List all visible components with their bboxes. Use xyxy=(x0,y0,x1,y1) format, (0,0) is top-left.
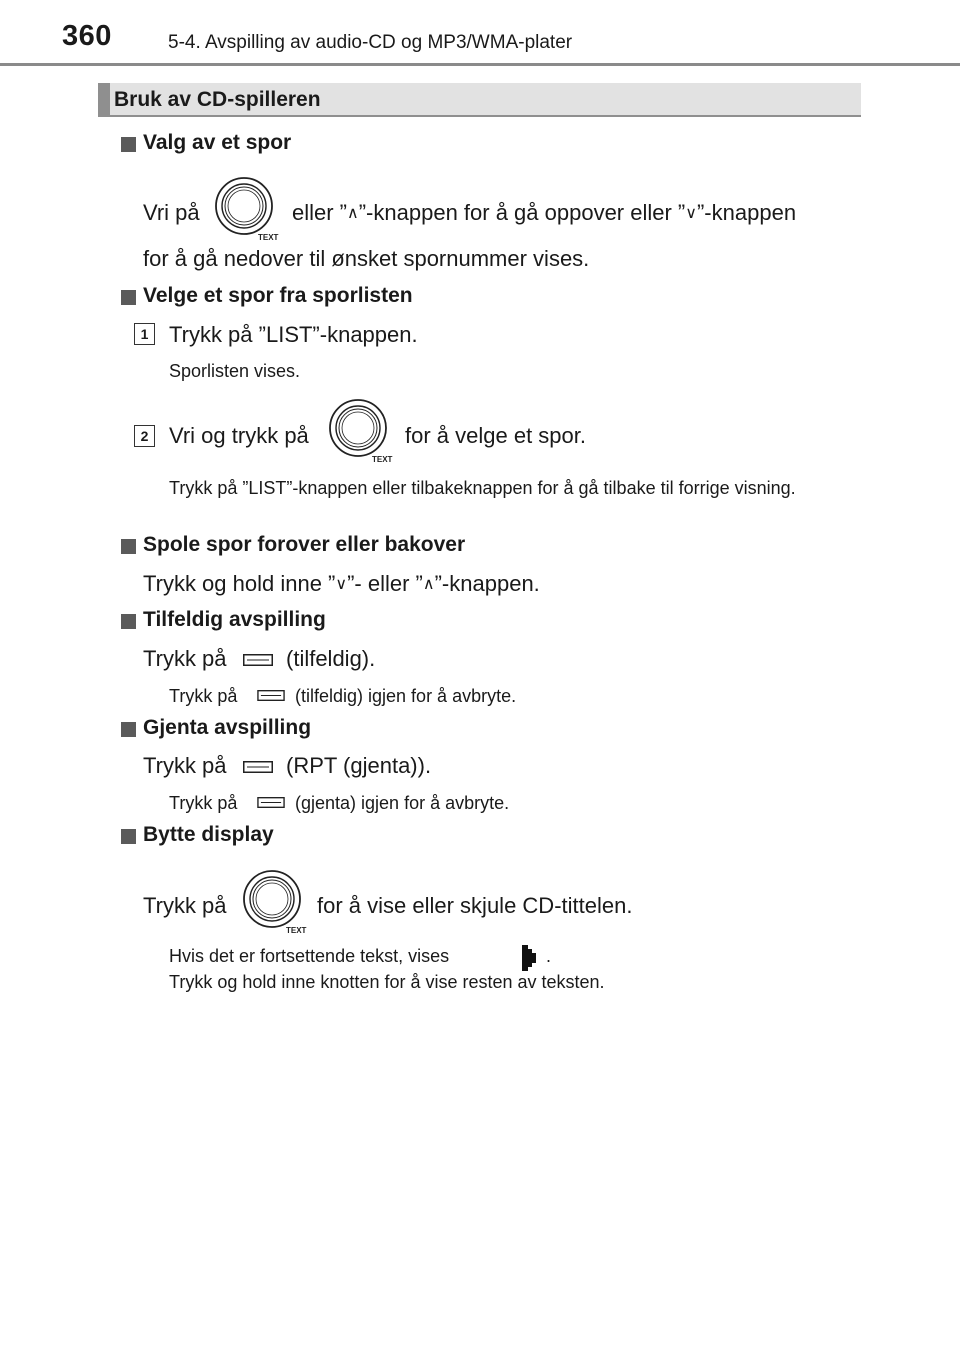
step1-note: Sporlisten vises. xyxy=(169,361,301,381)
heading-select-track: Valg av et spor xyxy=(143,131,292,154)
tune-knob-icon xyxy=(242,869,310,935)
bullet-square-icon xyxy=(121,137,136,152)
text-segment: ”-knappen. xyxy=(434,571,540,596)
bullet-square-icon xyxy=(121,829,136,844)
bullet-square-icon xyxy=(121,290,136,305)
tune-knob-icon xyxy=(328,398,396,464)
up-arrow-icon: ∧ xyxy=(347,205,359,222)
step-number-2: 2 xyxy=(134,425,155,447)
text-segment: ”-knappen for å gå oppover eller ” xyxy=(358,200,686,225)
random-text-before: Trykk på xyxy=(143,646,227,671)
random-note-after: (tilfeldig) igjen for å avbryte. xyxy=(295,686,517,706)
down-arrow-icon: ∨ xyxy=(335,576,348,593)
section-title: Bruk av CD-spilleren xyxy=(114,88,321,111)
text-segment: Trykk og hold inne ” xyxy=(143,571,336,596)
display-note-line1-before: Hvis det er fortsettende tekst, vises xyxy=(169,946,450,966)
heading-fast-forward: Spole spor forover eller bakover xyxy=(143,533,466,556)
repeat-note-before: Trykk på xyxy=(169,793,238,813)
knob-label: TEXT xyxy=(286,926,307,935)
header-divider xyxy=(0,63,960,66)
knob-label: TEXT xyxy=(372,455,393,464)
bullet-square-icon xyxy=(121,722,136,737)
up-arrow-icon: ∧ xyxy=(422,576,435,593)
down-arrow-icon: ∨ xyxy=(685,205,697,222)
step-number-1: 1 xyxy=(134,323,155,345)
text-segment: eller ” xyxy=(292,200,348,225)
text-segment: ”-knappen xyxy=(696,200,797,225)
repeat-text-after: (RPT (gjenta)). xyxy=(286,753,432,778)
display-note-line1-after: . xyxy=(546,946,552,966)
repeat-note-after: (gjenta) igjen for å avbryte. xyxy=(295,793,510,813)
display-text-before: Trykk på xyxy=(143,893,227,918)
step1-text: Trykk på ”LIST”-knappen. xyxy=(169,322,418,347)
heading-repeat: Gjenta avspilling xyxy=(143,716,312,739)
fast-forward-text xyxy=(143,571,540,597)
preset-button-icon xyxy=(257,797,285,808)
random-note-before: Trykk på xyxy=(169,686,238,706)
heading-display: Bytte display xyxy=(143,823,274,846)
step2-text-before: Vri og trykk på xyxy=(169,423,309,448)
heading-track-list: Velge et spor fra sporlisten xyxy=(143,284,413,307)
knob-label: TEXT xyxy=(258,233,279,242)
chapter-title: 5-4. Avspilling av audio-CD og MP3/WMA-plater xyxy=(168,32,573,53)
bullet-square-icon xyxy=(121,539,136,554)
step2-text-after: for å velge et spor. xyxy=(405,423,586,448)
text-segment: ”- eller ” xyxy=(347,571,423,596)
select-track-text-line2: for å gå nedover til ønsket spornummer vises. xyxy=(143,246,590,271)
select-track-text-part2 xyxy=(292,200,796,226)
display-note-line2: Trykk og hold inne knotten for å vise resten av teksten. xyxy=(169,972,605,992)
display-text-after: for å vise eller skjule CD-tittelen. xyxy=(317,893,633,918)
step2-note: Trykk på ”LIST”-knappen eller tilbakeknappen for å gå tilbake til forrige visning. xyxy=(169,478,796,498)
select-track-text-part1: Vri på xyxy=(143,200,200,225)
page-number: 360 xyxy=(62,20,112,52)
tune-knob-icon xyxy=(214,176,282,242)
preset-button-icon xyxy=(243,761,273,773)
continuation-arrow-icon xyxy=(520,945,540,971)
bullet-square-icon xyxy=(121,614,136,629)
random-text-after: (tilfeldig). xyxy=(286,646,376,671)
preset-button-icon xyxy=(257,690,285,701)
preset-button-icon xyxy=(243,654,273,666)
repeat-text-before: Trykk på xyxy=(143,753,227,778)
heading-random: Tilfeldig avspilling xyxy=(143,608,326,631)
